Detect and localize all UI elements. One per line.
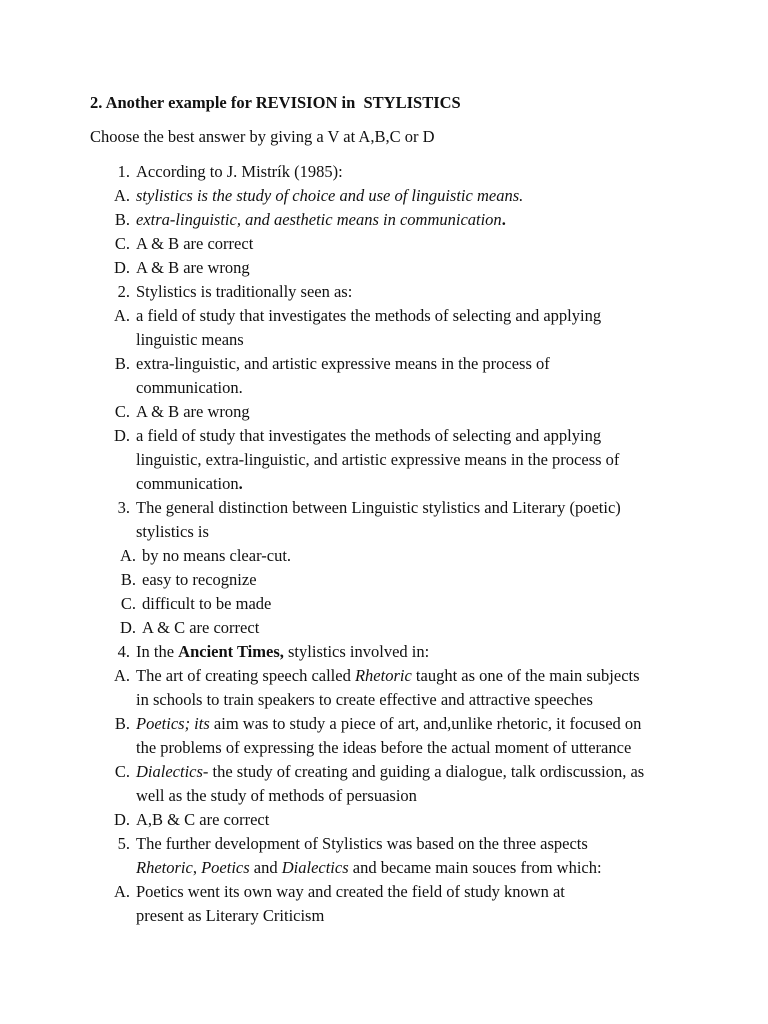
option-text: aim was to study a piece of art, and,unlike rhetoric, it focused on bbox=[209, 714, 642, 733]
question-italic-term: Rhetoric bbox=[136, 858, 193, 877]
option-mark: B. bbox=[114, 714, 130, 733]
option-italic-term: Dialectics bbox=[136, 762, 203, 781]
option-text: well as the study of methods of persuasion bbox=[136, 786, 417, 805]
question-italic-term: Poetics bbox=[201, 858, 250, 877]
question-text: stylistics is bbox=[136, 522, 209, 541]
option-mark: C. bbox=[114, 762, 130, 781]
option-mark: C. bbox=[114, 402, 130, 421]
option-text: communication. bbox=[136, 378, 243, 397]
question-number: 1. bbox=[117, 162, 130, 181]
option-mark: D. bbox=[113, 426, 130, 445]
option-text: taught as one of the main subjects bbox=[411, 666, 640, 685]
option-mark: A. bbox=[113, 186, 130, 205]
option-text: extra-linguistic, and aesthetic means in communication bbox=[136, 210, 502, 229]
option-mark: C. bbox=[114, 234, 130, 253]
option-mark: A. bbox=[113, 882, 130, 901]
option-mark: A. bbox=[113, 306, 130, 325]
option-period: . bbox=[238, 474, 243, 493]
option-text: present as Literary Criticism bbox=[136, 906, 325, 925]
option-mark: B. bbox=[120, 570, 136, 589]
question-text: In the bbox=[136, 642, 179, 661]
option-text: A & B are correct bbox=[136, 234, 254, 253]
option-mark: D. bbox=[113, 258, 130, 277]
section-heading: 2. Another example for REVISION in STYLISTICS bbox=[90, 93, 461, 112]
option-text: difficult to be made bbox=[142, 594, 272, 613]
option-text: communication bbox=[136, 474, 239, 493]
option-mark: A. bbox=[119, 546, 136, 565]
question-text: and became main souces from which: bbox=[348, 858, 602, 877]
option-mark: B. bbox=[114, 354, 130, 373]
option-text: linguistic means bbox=[136, 330, 244, 349]
option-text: A & C are correct bbox=[142, 618, 260, 637]
option-mark: A. bbox=[113, 666, 130, 685]
option-text: - the study of creating and guiding a dialogue, talk ordiscussion, as bbox=[202, 762, 645, 781]
option-text: the problems of expressing the ideas before the actual moment of utterance bbox=[136, 738, 632, 757]
option-text: linguistic, extra-linguistic, and artistic expressive means in the process of bbox=[136, 450, 620, 469]
option-text: easy to recognize bbox=[142, 570, 257, 589]
instruction-text: Choose the best answer by giving a V at A,B,C or D bbox=[90, 127, 435, 146]
question-text: and bbox=[249, 858, 282, 877]
option-text: The art of creating speech called bbox=[136, 666, 355, 685]
option-mark: B. bbox=[114, 210, 130, 229]
question-bold-term: Ancient Times, bbox=[178, 642, 284, 661]
option-mark: D. bbox=[119, 618, 136, 637]
question-text: stylistics involved in: bbox=[283, 642, 430, 661]
option-text: by no means clear-cut. bbox=[142, 546, 292, 565]
option-text: stylistics is the study of choice and use of linguistic means. bbox=[136, 186, 524, 205]
question-text: According to J. Mistrík (1985): bbox=[136, 162, 343, 181]
option-text: a field of study that investigates the methods of selecting and applying bbox=[136, 306, 602, 325]
option-mark: C. bbox=[120, 594, 136, 613]
option-text: a field of study that investigates the methods of selecting and applying bbox=[136, 426, 602, 445]
question-number: 5. bbox=[117, 834, 130, 853]
option-text: extra-linguistic, and artistic expressive means in the process of bbox=[136, 354, 550, 373]
question-text: The general distinction between Linguistic stylistics and Literary (poetic) bbox=[136, 498, 621, 517]
option-text: A & B are wrong bbox=[136, 258, 250, 277]
option-italic-term: Rhetoric bbox=[354, 666, 412, 685]
question-text: Stylistics is traditionally seen as: bbox=[136, 282, 353, 301]
question-number: 3. bbox=[117, 498, 130, 517]
option-text: in schools to train speakers to create effective and attractive speeches bbox=[136, 690, 593, 709]
option-italic-term: Poetics; its bbox=[136, 714, 210, 733]
option-period: . bbox=[501, 210, 506, 229]
option-text: A,B & C are correct bbox=[136, 810, 270, 829]
question-number: 2. bbox=[117, 282, 130, 301]
question-number: 4. bbox=[117, 642, 130, 661]
option-text: Poetics went its own way and created the field of study known at bbox=[136, 882, 565, 901]
question-text: , bbox=[192, 858, 202, 877]
question-italic-term: Dialectics bbox=[281, 858, 349, 877]
option-mark: D. bbox=[113, 810, 130, 829]
option-text: A & B are wrong bbox=[136, 402, 250, 421]
question-text: The further development of Stylistics was based on the three aspects bbox=[136, 834, 588, 853]
